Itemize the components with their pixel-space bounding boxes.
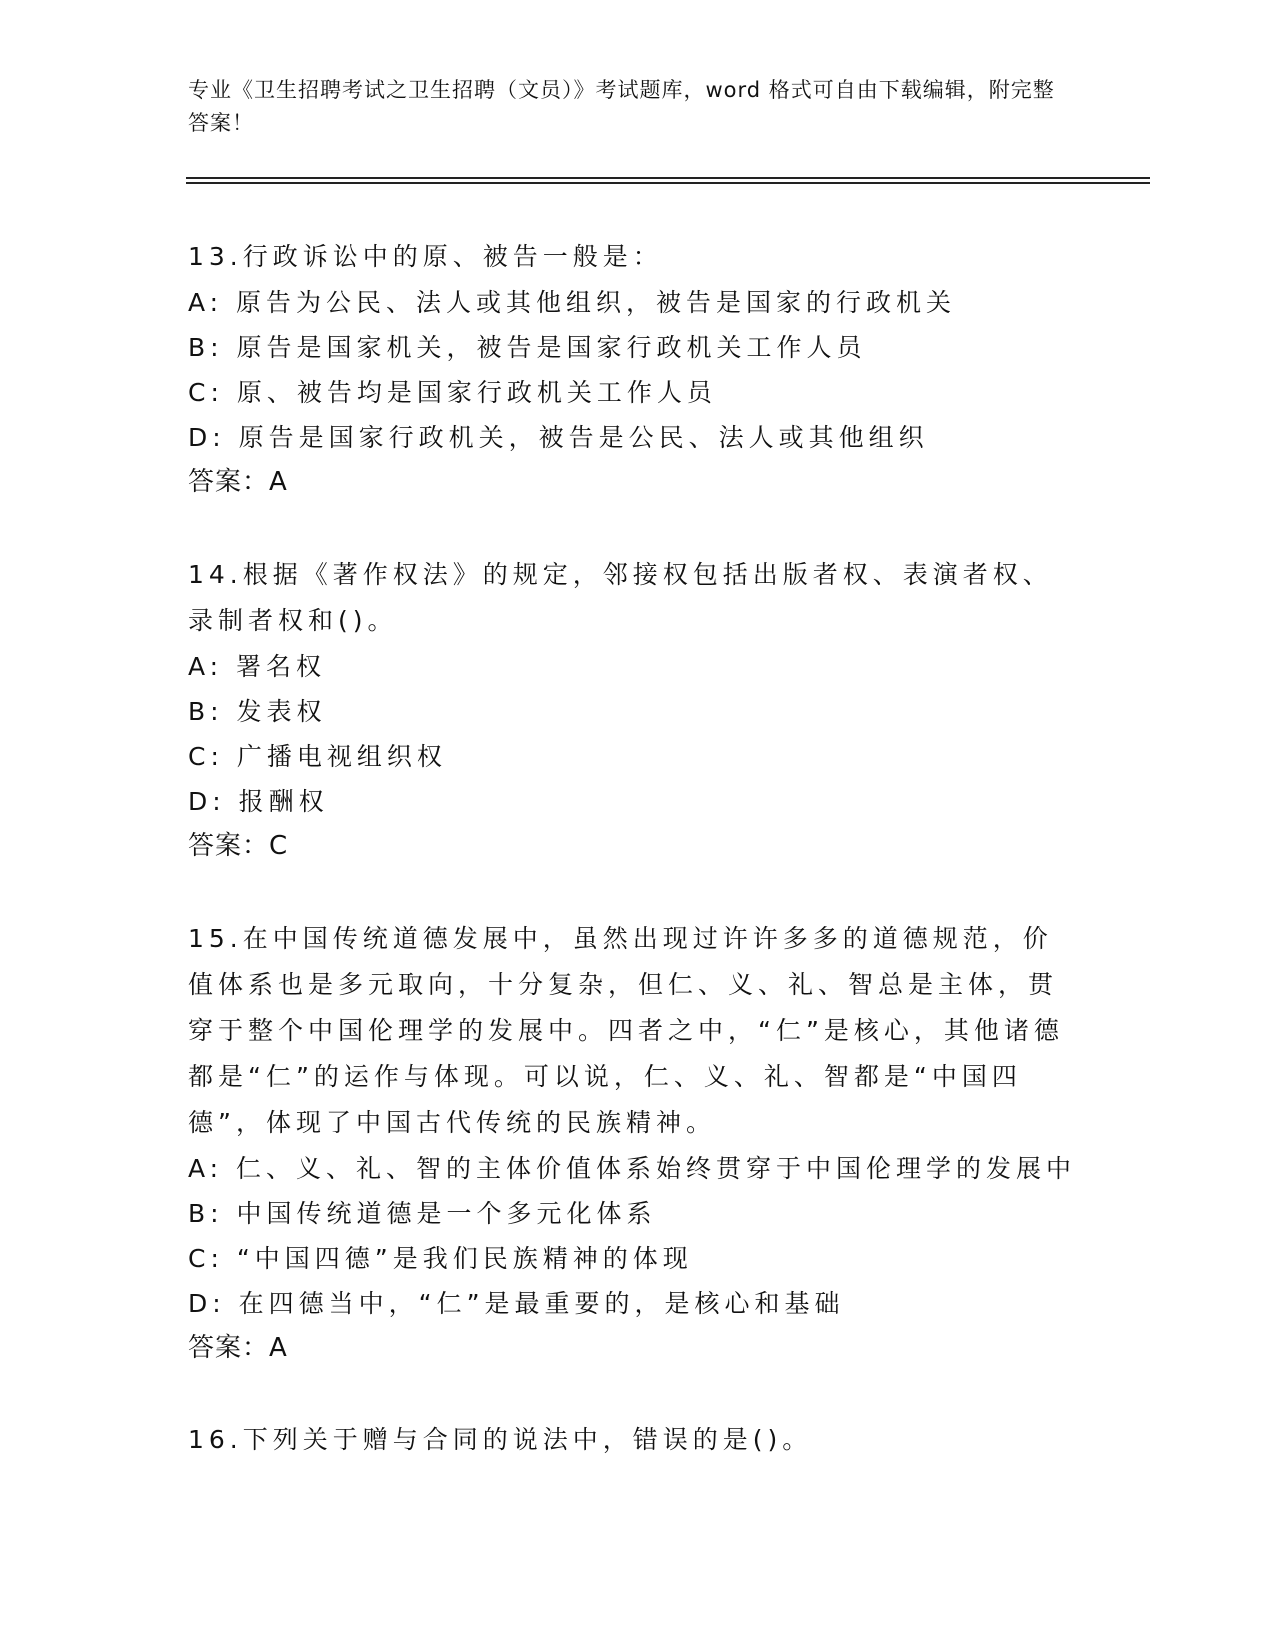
- answer: 答案：A: [188, 1333, 288, 1363]
- question-stem: 16.下列关于赠与合同的说法中，错误的是()。: [188, 1425, 813, 1454]
- option-a: A: 署名权: [188, 652, 327, 681]
- option-b: B: 发表权: [188, 697, 327, 726]
- option-d: D: 原告是国家行政机关，被告是公民、法人或其他组织: [188, 423, 929, 452]
- header-divider-top: [186, 177, 1150, 179]
- question-stem: 15.在中国传统道德发展中，虽然出现过许许多多的道德规范，价值体系也是多元取向，十分复杂，但仁、义、礼、智总是主体，贯穿于整个中国伦理学的发展中。四者之中，“仁”是核心，其他诸德都是“仁”的运作与体现。可以说，仁、义、礼、智都是“中国四德”，体现了中国古代传统的民族精神。: [188, 924, 1064, 1137]
- header-divider-bottom: [186, 182, 1150, 184]
- option-c: C: 原、被告均是国家行政机关工作人员: [188, 378, 717, 407]
- question-16: [188, 1417, 1078, 1463]
- option-d: D: 报酬权: [188, 787, 329, 816]
- option-a: A: 仁、义、礼、智的主体价值体系始终贯穿于中国伦理学的发展中: [188, 1154, 1077, 1183]
- document-header: 专业《卫生招聘考试之卫生招聘（文员）》考试题库，word 格式可自由下载编辑，附完整答案！: [188, 78, 1055, 135]
- answer: 答案：C: [188, 831, 289, 861]
- option-c: C: “中国四德”是我们民族精神的体现: [188, 1244, 693, 1273]
- question-13: [188, 234, 1078, 505]
- answer: 答案：A: [188, 467, 288, 497]
- question-15: [188, 916, 1078, 1371]
- question-14: [188, 552, 1078, 869]
- question-stem: 13.行政诉讼中的原、被告一般是：: [188, 242, 663, 271]
- option-d: D: 在四德当中，“仁”是最重要的，是核心和基础: [188, 1289, 845, 1318]
- option-b: B: 中国传统道德是一个多元化体系: [188, 1199, 657, 1228]
- option-c: C: 广播电视组织权: [188, 742, 447, 771]
- option-a: A: 原告为公民、法人或其他组织，被告是国家的行政机关: [188, 288, 957, 317]
- option-b: B: 原告是国家机关，被告是国家行政机关工作人员: [188, 333, 867, 362]
- question-stem: 14.根据《著作权法》的规定，邻接权包括出版者权、表演者权、录制者权和()。: [188, 560, 1053, 635]
